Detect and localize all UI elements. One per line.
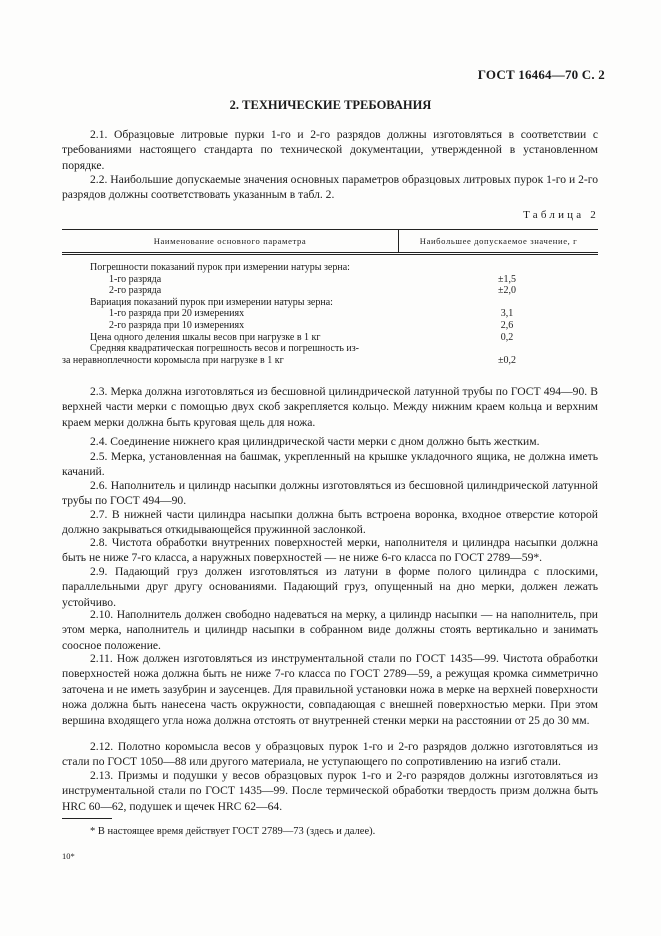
paragraph-2-10: 2.10. Наполнитель должен свободно надеваться на мерку, а цилиндр насыпки — на наполнитель, при этом мерка, наполнитель и цилиндр насыпки в собранном виде должны стоять вертикально и занимать соосное положение. — [62, 608, 598, 652]
paragraph-2-1: 2.1. Образцовые литровые пурки 1-го и 2-го разрядов должны изготовляться в соответствии с требованиями настоящего стандарта по технической документации, утвержденной в установленном порядке. — [62, 128, 598, 172]
table-row: Погрешности показаний пурок при измерении натуры зерна: — [90, 262, 350, 273]
section-title: 2. ТЕХНИЧЕСКИЕ ТРЕБОВАНИЯ — [229, 98, 432, 112]
paragraph-2-2: 2.2. Наибольшие допускаемые значения основных параметров образцовых литровых пурок 1-го и 2-го разрядов должны соответствовать указанным в табл. 2. — [62, 173, 598, 202]
column-header-parameter: Наименование основного параметра — [153, 236, 307, 246]
footnote: * В настоящее время действует ГОСТ 2789—73 (здесь и далее). — [90, 826, 376, 837]
table-row: 1-го разряда ±1,5 — [109, 273, 516, 285]
table-row: 1-го разряда при 20 измерениях 3,1 — [109, 308, 514, 320]
page-mark: 10* — [62, 851, 75, 861]
paragraph-2-3: 2.3. Мерка должна изготовляться из бесшовной цилиндрической латунной трубы по ГОСТ 494—90. В верхней части мерки с помощью двух скоб закрепляется кольцо. Между нижним краем кольца и верхним краем мерки должна быть круговая щель для ножа. — [62, 385, 598, 429]
paragraph-2-7: 2.7. В нижней части цилиндра насыпки должна быть встроена воронка, входное отверстие которой должно закрываться откидывающейся пружинной заслонкой. — [62, 508, 598, 537]
table-row: Цена одного деления шкалы весов при нагрузке в 1 кг 0,2 — [90, 331, 514, 343]
table-row: Средняя квадратическая погрешность весов и погрешность из- — [90, 343, 360, 355]
page-header: ГОСТ 16464—70 С. 2 — [477, 67, 605, 82]
table-row: 2-го разряда при 10 измерениях 2,6 — [109, 319, 514, 331]
paragraph-2-12: 2.12. Полотно коромысла весов у образцовых пурок 1-го и 2-го разрядов должно изготовляться из стали по ГОСТ 1050—88 или другого материала, не уступающего по сопротивлению на изгиб стали. — [62, 740, 598, 769]
paragraph-2-8: 2.8. Чистота обработки внутренних поверхностей мерки, наполнителя и цилиндра насыпки должна быть не ниже 7-го класса, а наружных поверхностей — не ниже 6-го класса по ГОСТ 2789—59*. — [62, 536, 598, 565]
column-header-value: Наибольшее допускаемое значение, г — [419, 236, 578, 246]
paragraph-2-13: 2.13. Призмы и подушки у весов образцовых пурок 1-го и 2-го разрядов должны изготовляться из инструментальной стали по ГОСТ 1435—99. После термической обработки твердость призм должна быть HRC 60—62, подушек и щечек HRC 62—64. — [62, 769, 598, 813]
paragraph-2-9: 2.9. Падающий груз должен изготовляться из латуни в форме полого цилиндра с плоскими, параллельными друг другу основаниями. Падающий груз, опущенный на дно мерки, должен лежать устойчиво. — [62, 565, 598, 609]
paragraph-2-5: 2.5. Мерка, установленная на башмак, укрепленный на крышке укладочного ящика, не должна иметь качаний. — [62, 450, 598, 479]
paragraph-2-11: 2.11. Нож должен изготовляться из инструментальной стали по ГОСТ 1435—99. Чистота обработки поверхностей ножа должна быть не ниже 7-го класса по ГОСТ 2789—59, а режущая кромка симметрично заточена и не иметь зазубрин и заусенцев. Для правильной установки ножа в мерке на верхней поверхности ножа должна быть нанесена часть окружности, совпадающая с внешней поверхностью мерки. При этом вершина входящего угла ножа должна отстоять от внутренней стенки мерки на расстоянии от 25 до 30 мм. — [62, 652, 598, 727]
table-header-row — [62, 229, 598, 253]
table-row: 2-го разряда ±2,0 — [109, 285, 516, 297]
table-row: за неравноплечности коромысла при нагрузке в 1 кг ±0,2 — [62, 354, 516, 366]
table-caption: Таблица 2 — [523, 209, 599, 221]
parameters-table — [62, 229, 598, 366]
paragraph-2-6: 2.6. Наполнитель и цилиндр насыпки должны изготовляться из бесшовной цилиндрической латунной трубы по ГОСТ 494—90. — [62, 479, 598, 508]
footnote-divider — [62, 818, 112, 819]
table-row: Вариация показаний пурок при измерении натуры зерна: — [90, 296, 333, 308]
paragraph-2-4: 2.4. Соединение нижнего края цилиндрической части мерки с дном должно быть жестким. — [90, 435, 540, 448]
